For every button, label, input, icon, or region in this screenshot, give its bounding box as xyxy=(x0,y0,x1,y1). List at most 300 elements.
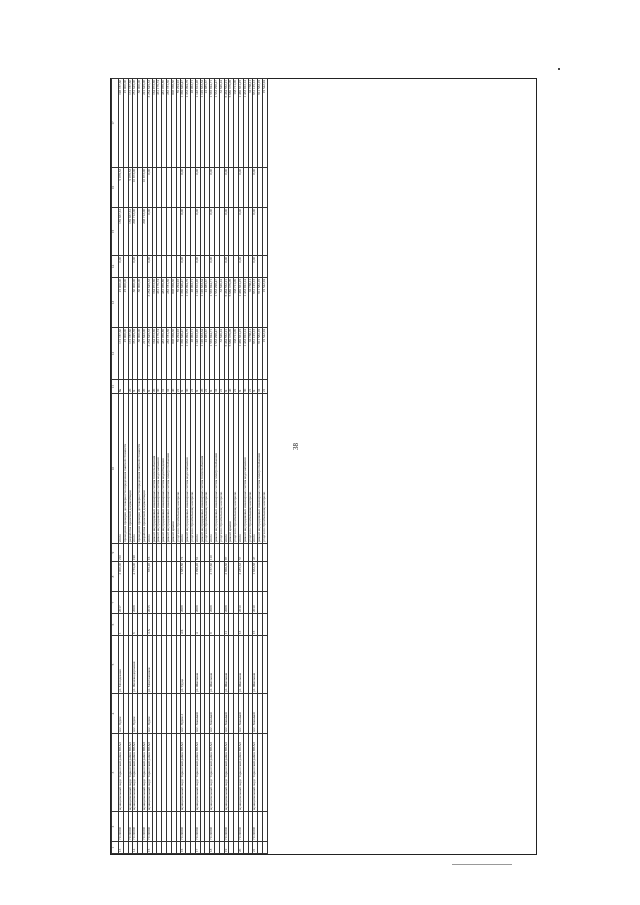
table-cell: ул. Школьная xyxy=(238,636,243,694)
table-cell: 5 686 376,09 xyxy=(229,328,234,380)
table-cell: ремонт внутридомовых инженерных систем электроснабжения xyxy=(258,394,263,544)
table-cell: 1 832,38 xyxy=(253,562,258,592)
table-cell: 21 xyxy=(190,380,195,394)
table-cell: 1 366 646,47 xyxy=(181,328,186,380)
table-cell: 1 366 646,47 xyxy=(181,79,186,168)
table-cell: 0,00 xyxy=(147,168,152,208)
table-cell: 1 466 661,25 xyxy=(238,278,243,328)
table-cell: 172 787,60 xyxy=(128,79,133,168)
table-cell: муниципальный округ Тарногский район ВНАО xyxy=(119,734,124,812)
table-cell: 4 А xyxy=(147,614,152,636)
table-cell: 22 985,67 xyxy=(205,328,210,380)
table-cell: 71130000 xyxy=(238,812,243,842)
table-cell: Х xyxy=(238,380,243,394)
table-cell: 13 xyxy=(238,614,243,636)
table-cell: 461 176,74 xyxy=(157,278,162,328)
table-cell: ул. Школьная xyxy=(195,636,200,694)
table-cell: 0,00 xyxy=(147,256,152,278)
table-cell: 71130000 xyxy=(142,812,147,842)
table-cell: 1 433 923,14 xyxy=(243,278,248,328)
table-cell: пос. Ханымей xyxy=(224,694,229,734)
table-cell: 481 059,86 xyxy=(162,278,167,328)
table-cell: 1 466 661,25 xyxy=(238,79,243,168)
table-cell: 18 xyxy=(210,842,215,854)
table-cell: ремонт внутридомовых инженерных систем теплоснабжения xyxy=(200,394,205,544)
table-cell xyxy=(262,256,267,278)
table-cell: Х xyxy=(147,380,152,394)
table-cell: 25 000,00 xyxy=(123,79,128,168)
table-cell: ул. Школьная xyxy=(253,636,258,694)
table-cell: 28 063,71 xyxy=(190,79,195,168)
column-header: 4 xyxy=(112,694,119,734)
table-cell: 2015 xyxy=(147,592,152,614)
table-cell: 71130000 xyxy=(224,812,229,842)
table-cell: 110 xyxy=(210,544,215,562)
capital-repair-table xyxy=(111,78,268,854)
table-cell xyxy=(262,734,267,812)
table-cell: итого xyxy=(119,394,124,544)
table-cell: 31 xyxy=(162,380,167,394)
table-cell: 159 837,61 xyxy=(128,208,133,256)
table-cell: 32 646,24 xyxy=(219,328,224,380)
table-cell: 20 xyxy=(238,842,243,854)
table-cell: 32 738,11 xyxy=(248,328,253,380)
table-cell: ул. Молодежная xyxy=(119,636,124,694)
table-cell: 2 868,30 xyxy=(224,562,229,592)
table-cell: 931 125,13 xyxy=(253,79,258,168)
table-cell: 1 533 298,47 xyxy=(214,79,219,168)
column-header: 1 xyxy=(112,842,119,854)
table-cell: 32 738,11 xyxy=(248,278,253,328)
table-cell: муниципальный округ Тарногский район ВНАО xyxy=(128,734,133,812)
table-cell: 47 xyxy=(253,544,258,562)
table-cell: 1 xyxy=(119,614,124,636)
table-cell: 1 565 944,71 xyxy=(210,79,215,168)
table-cell: 2008 xyxy=(224,592,229,614)
table-cell: 4 xyxy=(195,614,200,636)
table-cell: услуги по строительному контролю xyxy=(176,394,181,544)
table-cell: муниципальный округ Тарногский район ВНАО xyxy=(142,734,147,812)
table-cell: № xyxy=(119,380,124,394)
table-cell: ремонт внутридомовых инженерных систем электроснабжения xyxy=(166,394,171,544)
table-cell xyxy=(262,694,267,734)
table-cell: 0,00 xyxy=(238,208,243,256)
table-cell: проведение проверки достоверности определения сметной стоимости xyxy=(123,394,128,544)
table-cell: 0,00 xyxy=(210,168,215,208)
table-cell: 6 464 552,21 xyxy=(224,278,229,328)
table-cell: 0,00 xyxy=(195,168,200,208)
table-cell: 20 xyxy=(200,380,205,394)
table-cell: ремонт внутридомовых инженерных систем теплоснабжения xyxy=(152,394,157,544)
table-cell: 14 xyxy=(133,842,138,854)
table-cell: 21 xyxy=(262,380,267,394)
table-cell: муниципальный округ Тарногский район ВНАО xyxy=(210,734,215,812)
page-number: 38 xyxy=(292,443,300,450)
column-header: 8 xyxy=(112,562,119,592)
table-cell: ремонт крыши xyxy=(229,394,234,544)
table-cell: 1 366 646,47 xyxy=(181,278,186,328)
table-cell: 138 711,06 xyxy=(234,328,239,380)
table-cell: 0,00 xyxy=(210,256,215,278)
table-cell: 40 xyxy=(229,380,234,394)
table-cell: 6 xyxy=(133,614,138,636)
table-cell: 11 xyxy=(224,614,229,636)
table-cell: разработка проектной документации xyxy=(142,394,147,544)
table-cell: 1 433 923,14 xyxy=(243,328,248,380)
table-cell: 1 565 944,71 xyxy=(210,278,215,328)
table-cell: 931 125,13 xyxy=(253,278,258,328)
table-cell: 481 059,86 xyxy=(162,328,167,380)
table-cell: Х xyxy=(181,380,186,394)
table-cell: 208 712,00 xyxy=(142,208,147,256)
table-cell: ремонт крыши xyxy=(171,394,176,544)
table-cell: 1 466 661,25 xyxy=(238,328,243,380)
table-cell: ул. Монтажников xyxy=(147,636,152,694)
table-cell: 159 837,61 xyxy=(119,208,124,256)
table-cell: Х xyxy=(210,380,215,394)
table-cell: 10 873,00 xyxy=(133,168,138,208)
table-cell: 0,00 xyxy=(238,256,243,278)
table-cell: 3 254 645,33 xyxy=(147,278,152,328)
table-cell: 283 781,36 xyxy=(166,328,171,380)
table-cell: 10 873,00 xyxy=(142,168,147,208)
table-cell: ремонт внутридомовых инженерных систем водоснабжения xyxy=(186,394,191,544)
table-cell: 1 148 813,20 xyxy=(195,278,200,328)
table-cell: 808 358,30 xyxy=(171,79,176,168)
table-cell: 6 464 552,21 xyxy=(224,79,229,168)
table-cell: 20 xyxy=(152,380,157,394)
table-cell: итого xyxy=(238,394,243,544)
table-cell: 2 998,20 xyxy=(195,562,200,592)
table-cell: 1 333 094,76 xyxy=(186,278,191,328)
table-cell: 59 294,92 xyxy=(176,328,181,380)
table-cell: ул. Школьная xyxy=(224,636,229,694)
table-cell: Х xyxy=(195,380,200,394)
table-cell: 9 079,53 xyxy=(119,168,124,208)
table-cell: 0,00 xyxy=(224,256,229,278)
table-cell: 40 xyxy=(171,380,176,394)
table-cell: проведение проверки достоверности определения сметной стоимости xyxy=(138,394,143,544)
table-cell: 351 495,39 xyxy=(133,328,138,380)
table-cell: 57 xyxy=(238,544,243,562)
table-cell: 32 xyxy=(214,380,219,394)
table-cell: 1 148 813,20 xyxy=(195,328,200,380)
table-cell: итого xyxy=(253,394,258,544)
table-cell: ул. Железнодорожная xyxy=(133,636,138,694)
table-cell: 5 686 376,09 xyxy=(229,278,234,328)
table-cell: 0,00 xyxy=(210,208,215,256)
table-cell: 931 125,13 xyxy=(253,328,258,380)
table-cell: муниципальный округ Тарногский район ВНАО xyxy=(195,734,200,812)
table-cell: 1 333 094,76 xyxy=(186,79,191,168)
table-cell: 30 000,00 xyxy=(138,328,143,380)
table-cell: 4 755,00 xyxy=(133,562,138,592)
table-cell: 21 xyxy=(205,380,210,394)
table-cell xyxy=(262,592,267,614)
table-cell: 1 148 813,20 xyxy=(195,79,200,168)
table-cell: 71130000 xyxy=(253,812,258,842)
table-cell: 71130000 xyxy=(119,812,124,842)
table-cell: муниципальный округ Тарногский район ВНАО xyxy=(133,734,138,812)
table-cell: итого xyxy=(181,394,186,544)
table-cell: 172 787,60 xyxy=(128,328,133,380)
table-cell: услуги по строительному контролю xyxy=(205,394,210,544)
column-header: 6 xyxy=(112,614,119,636)
column-header: 12 xyxy=(112,328,119,380)
table-cell: 808 358,30 xyxy=(171,278,176,328)
table-cell: услуги по строительному контролю xyxy=(234,394,239,544)
table-cell: итого xyxy=(147,394,152,544)
table-cell: муниципальный округ Тарногский район ВНАО xyxy=(238,734,243,812)
table-cell: 0,00 xyxy=(133,256,138,278)
table-cell: 21 xyxy=(253,842,258,854)
table-cell: 32 738,11 xyxy=(248,79,253,168)
column-header: 11 xyxy=(112,380,119,394)
table-cell: 198 787,60 xyxy=(119,79,124,168)
table-cell: разработка проектной документации xyxy=(128,394,133,544)
table-cell: 283 781,36 xyxy=(166,79,171,168)
table-cell: 22 985,67 xyxy=(205,79,210,168)
table-cell: 71130000 xyxy=(195,812,200,842)
table-cell: 97 xyxy=(224,544,229,562)
table-cell: 172 787,60 xyxy=(119,328,124,380)
table-cell: 5 686 376,09 xyxy=(229,79,234,168)
table-cell: 71130000 xyxy=(181,812,186,842)
table-cell: ул. Труда xyxy=(181,636,186,694)
table-cell: Х xyxy=(224,380,229,394)
table-cell: 0,00 xyxy=(181,168,186,208)
table-cell: 1 126 633,34 xyxy=(200,79,205,168)
table-cell: услуги по строительному контролю xyxy=(248,394,253,544)
table-cell: 32 xyxy=(258,380,263,394)
table-cell: 3 254 645,33 xyxy=(147,328,152,380)
table-body xyxy=(119,79,268,854)
table-cell: 16 xyxy=(147,544,152,562)
column-header: 14 xyxy=(112,256,119,278)
table-cell: Ж xyxy=(138,380,143,394)
table-cell: 1 533 298,47 xyxy=(214,278,219,328)
table-cell: 15 xyxy=(253,614,258,636)
table-cell: 20 xyxy=(142,380,147,394)
table-cell: 911 582,19 xyxy=(258,79,263,168)
table-cell: 0,00 xyxy=(147,208,152,256)
table-cell: итого xyxy=(210,394,215,544)
table-cell: 61 xyxy=(195,544,200,562)
table-cell: пос. Пурпе xyxy=(147,694,152,734)
table-cell: 0,00 xyxy=(181,256,186,278)
table-cell: 808 358,30 xyxy=(171,328,176,380)
table-cell xyxy=(262,544,267,562)
table-cell: итого xyxy=(195,394,200,544)
rotated-table-frame xyxy=(110,78,537,855)
table-cell: 21 xyxy=(234,380,239,394)
table-cell: 3 285,62 xyxy=(238,562,243,592)
table-cell: 138 711,06 xyxy=(234,79,239,168)
table-cell: 30 xyxy=(243,380,248,394)
table-cell: услуги по строительному контролю xyxy=(190,394,195,544)
column-header: 17 xyxy=(112,79,119,168)
table-cell: 164 973,66 xyxy=(152,79,157,168)
table-cell: 1 533 298,47 xyxy=(214,328,219,380)
table-cell: 30 xyxy=(157,380,162,394)
table-cell: 30 xyxy=(186,380,191,394)
table-cell xyxy=(262,614,267,636)
table-cell xyxy=(262,208,267,256)
table-cell: 19 542,94 xyxy=(262,79,267,168)
table-cell: 19 542,94 xyxy=(262,278,267,328)
table-cell: пос. Пурпе xyxy=(119,694,124,734)
table-cell: 32 646,24 xyxy=(219,79,224,168)
table-cell: 20 xyxy=(128,380,133,394)
table-cell: 17 xyxy=(195,842,200,854)
table-cell xyxy=(262,168,267,208)
column-header: 16 xyxy=(112,168,119,208)
table-cell: 21 xyxy=(219,380,224,394)
table-cell: 164 973,66 xyxy=(152,278,157,328)
table-cell: муниципальный округ Тарногский район ВНАО xyxy=(147,734,152,812)
table-cell: 30 000,00 xyxy=(133,278,138,328)
table-cell: пос. Ханымей xyxy=(253,694,258,734)
table-cell: 16 xyxy=(181,842,186,854)
table-cell: пос. Ханымей xyxy=(195,694,200,734)
table-cell: 2009 xyxy=(181,592,186,614)
table-cell xyxy=(262,636,267,694)
table-cell xyxy=(262,562,267,592)
table-cell: 19 xyxy=(224,842,229,854)
table-cell: 22 985,67 xyxy=(205,278,210,328)
table-cell: пос. Ханымей xyxy=(238,694,243,734)
table-cell: 217 643,00 xyxy=(142,328,147,380)
table-cell: 655,20 xyxy=(147,562,152,592)
table-cell: 0,00 xyxy=(224,168,229,208)
table-cell: 71130000 xyxy=(147,812,152,842)
table-cell: 2017 xyxy=(119,592,124,614)
table-cell: 8 xyxy=(210,614,215,636)
table-cell: 1 685,50 xyxy=(181,562,186,592)
table-cell: 6 464 552,21 xyxy=(224,328,229,380)
scan-mark xyxy=(452,864,512,865)
table-cell: муниципальный округ Тарногский район ВНАО xyxy=(181,734,186,812)
table-cell: 25 000,00 xyxy=(123,328,128,380)
table-cell: 0,00 xyxy=(195,208,200,256)
table-cell: 9 079,53 xyxy=(128,168,133,208)
table-cell: 0,00 xyxy=(253,168,258,208)
table-cell xyxy=(262,812,267,842)
table-cell: услуги по строительному контролю xyxy=(262,394,267,544)
table-cell: 911 582,19 xyxy=(258,278,263,328)
table-cell: 32 646,24 xyxy=(219,278,224,328)
table-cell: 164 973,66 xyxy=(152,328,157,380)
table-cell: 911 582,19 xyxy=(258,328,263,380)
table-cell: 30 000,00 xyxy=(138,79,143,168)
table-cell: 72 xyxy=(181,544,186,562)
table-cell: 71130000 xyxy=(133,812,138,842)
column-header: 7 xyxy=(112,592,119,614)
table-row xyxy=(262,79,267,854)
table-cell: пос. Ханымей xyxy=(210,694,215,734)
table-cell: 0,00 xyxy=(253,256,258,278)
table-cell: 138 711,06 xyxy=(234,278,239,328)
column-header: 5 xyxy=(112,636,119,694)
table-cell: 0,00 xyxy=(195,256,200,278)
table-cell: 2 000,00 xyxy=(119,562,124,592)
column-header: 3 xyxy=(112,734,119,812)
table-cell xyxy=(262,842,267,854)
table-cell: Х xyxy=(253,380,258,394)
table-cell: 32 xyxy=(166,380,171,394)
table-cell: муниципальный округ Тарногский район ВНАО xyxy=(253,734,258,812)
table-cell: 71130000 xyxy=(128,812,133,842)
table-cell: 0,00 xyxy=(224,208,229,256)
table-cell: 2 737,60 xyxy=(210,562,215,592)
table-cell: ремонт внутридомовых инженерных систем водоснабжения xyxy=(157,394,162,544)
table-cell: 0,00 xyxy=(181,208,186,256)
table-cell: итого xyxy=(133,394,138,544)
table-cell: 2008 xyxy=(210,592,215,614)
table-cell: 0,00 xyxy=(119,256,124,278)
table-cell: 461 176,74 xyxy=(157,328,162,380)
column-header: 9 xyxy=(112,544,119,562)
table-cell: 210 xyxy=(119,544,124,562)
table-cell: ремонт внутридомовых инженерных систем водоснабжения xyxy=(243,394,248,544)
table-cell: 0,00 xyxy=(253,208,258,256)
table-cell: пос. Пурпе xyxy=(133,694,138,734)
table-cell: 283 781,36 xyxy=(166,278,171,328)
table-cell: 1 126 633,34 xyxy=(200,328,205,380)
table-cell: 208 712,00 xyxy=(133,208,138,256)
table-cell: 251 645,00 xyxy=(133,79,138,168)
table-cell: 1 333 094,76 xyxy=(186,328,191,380)
column-header: 10 xyxy=(112,394,119,544)
table-cell: 28 063,71 xyxy=(190,278,195,328)
table-cell: 221 645,00 xyxy=(142,79,147,168)
column-header: 2 xyxy=(112,812,119,842)
rotated-table-container xyxy=(111,79,536,854)
table-cell: ремонт внутридомовых инженерных систем электроснабжения xyxy=(214,394,219,544)
table-cell: 2008 xyxy=(195,592,200,614)
table-cell: 21 xyxy=(176,380,181,394)
table-cell: 19 542,94 xyxy=(262,328,267,380)
table-cell: ул. Школьная xyxy=(210,636,215,694)
table-cell: 59 294,92 xyxy=(176,278,181,328)
column-header: 13 xyxy=(112,278,119,328)
table-cell: 21 xyxy=(248,380,253,394)
table-cell: 25 000,00 xyxy=(123,278,128,328)
table-cell: пос. Пурпе-1 xyxy=(181,694,186,734)
table-cell: 2008 xyxy=(133,592,138,614)
table-cell: 59 294,92 xyxy=(176,79,181,168)
table-cell: 13 xyxy=(119,842,124,854)
table-header-row xyxy=(112,79,119,854)
table-cell: 481 059,86 xyxy=(162,79,167,168)
table-cell: 2010 xyxy=(253,592,258,614)
table-cell: 461 176,74 xyxy=(157,79,162,168)
table-cell: 3 254 645,33 xyxy=(147,79,152,168)
table-cell: 1 433 923,14 xyxy=(243,79,248,168)
table-cell: ремонт внутридомовых инженерных систем водоотведения xyxy=(162,394,167,544)
table-cell: 1 126 633,34 xyxy=(200,278,205,328)
table-cell: 25 000,00 xyxy=(119,278,124,328)
table-cell: муниципальный округ Тарногский район ВНАО xyxy=(224,734,229,812)
table-cell: итого xyxy=(224,394,229,544)
table-cell: 30 000,00 xyxy=(138,278,143,328)
table-cell: 71130000 xyxy=(210,812,215,842)
table-cell: услуги по строительному контролю xyxy=(219,394,224,544)
table-cell: 1 565 944,71 xyxy=(210,328,215,380)
table-cell: 15 xyxy=(147,842,152,854)
table-cell: 2010 xyxy=(238,592,243,614)
table-cell: 4 Б xyxy=(181,614,186,636)
